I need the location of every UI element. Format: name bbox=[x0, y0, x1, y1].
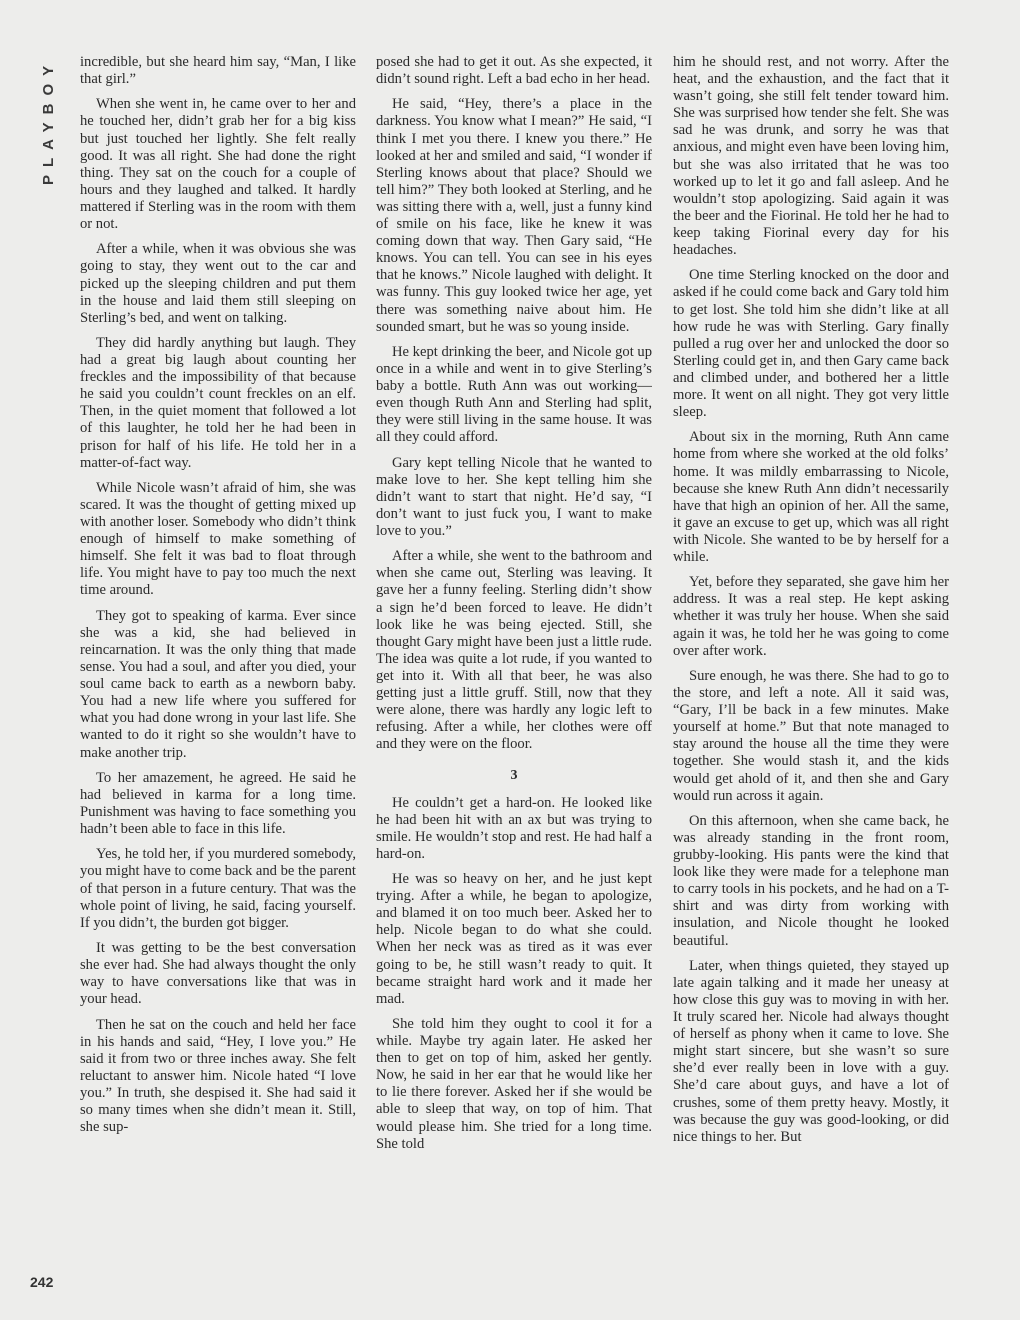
paragraph: One time Sterling knocked on the door and asked if he could come back and Gary told him to get lost. She told him she didn’t like at all how rude he was with Sterling. Gary finally pulled a rug over her and unlocked the door so Sterling could get in, and then Gary came back and climbed under, and bothered her a little more. It went on all night. They got very little sleep. bbox=[673, 267, 949, 421]
paragraph: posed she had to get it out. As she expected, it didn’t sound right. Left a bad echo in her head. bbox=[376, 54, 652, 88]
paragraph: him he should rest, and not worry. After the heat, and the exhaustion, and the fact that it wasn’t going, she still felt tender toward him. She was surprised how tender she felt. She was sad he was drunk, and sorry he was that anxious, and might even have been loving him, but she was also irritated that he was too worked up to let it go and fall asleep. And he wouldn’t stop apologizing. Said again it was the beer and the Fiorinal. He told her he had to keep taking Fiorinal every day for his headaches. bbox=[673, 54, 949, 259]
paragraph: While Nicole wasn’t afraid of him, she was scared. It was the thought of getting mixed up with another loser. Somebody who didn’t think enough of himself to make something of himself. She felt it was bad to float through life. You might have to pay too much the next time around. bbox=[80, 479, 356, 599]
paragraph: He said, “Hey, there’s a place in the darkness. You know what I mean?” He said, “I think I met you there. I knew you there.” He looked at her and smiled and said, “I wonder if Sterling knows about that place? Should we tell him?” They both looked at Sterling, and he was sitting there with a, well, just a funny kind of smile on his face, like he knew it was coming down that way. Then Gary said, “He knows. You can tell. You can see in his eyes that he knows.” Nicole laughed with delight. It was funny. This guy looked twice her age, yet there was something naive about him. He sounded smart, but he was so young inside. bbox=[376, 96, 652, 335]
paragraph: Gary kept telling Nicole that he wanted to make love to her. She kept telling him she didn’t want to start that night. He’d say, “I don’t want to just fuck you, I want to make love to you.” bbox=[376, 454, 652, 539]
column-3 bbox=[673, 54, 949, 1294]
column-2 bbox=[376, 54, 652, 1294]
paragraph: After a while, when it was obvious she was going to stay, they went out to the car and picked up the sleeping children and put them in the house and laid them still sleeping on Sterling’s bed, and went on talking. bbox=[80, 241, 356, 326]
paragraph: He kept drinking the beer, and Nicole got up once in a while and went in to give Sterling’s baby a bottle. Ruth Ann was out working—even though Ruth Ann and Sterling had split, they were still living in the same house. It was all they could afford. bbox=[376, 343, 652, 446]
paragraph: Yet, before they separated, she gave him her address. It was a real step. He kept asking whether it was truly her house. When she said again it was, he told her he was going to come over after work. bbox=[673, 574, 949, 659]
paragraph: She told him they ought to cool it for a while. Maybe try again later. He asked her then to get on top of him, asked her gently. Now, he said in her ear that he would like her to lie there forever. Asked her if she would be able to sleep that way, on top of him. That would please him. She tried for a long time. She told bbox=[376, 1016, 652, 1152]
paragraph: Then he sat on the couch and held her face in his hands and said, “Hey, I love you.” He said it from two or three inches away. She felt reluctant to answer him. Nicole hated “I love you.” In truth, she despised it. She had said it so many times when she didn’t mean it. Still, she sup- bbox=[80, 1016, 356, 1136]
paragraph: He was so heavy on her, and he just kept trying. After a while, he began to apologize, and blamed it on too much beer. Asked her to help. Nicole began to do what she could. When her neck was as tired as it was ever going to be, he still wasn’t ready to quit. It became straight hard work and it made her mad. bbox=[376, 871, 652, 1007]
page-number: 242 bbox=[30, 1274, 54, 1290]
paragraph: incredible, but she heard him say, “Man, I like that girl.” bbox=[80, 54, 356, 88]
paragraph: They did hardly anything but laugh. They had a great big laugh about counting her freckles and the impossibility of that because he said you couldn’t count freckles on an elf. Then, in the quiet moment that followed a lot of this laughter, he told her he had been in prison for half of his life. He told her in a matter-of-fact way. bbox=[80, 334, 356, 471]
paragraph: About six in the morning, Ruth Ann came home from where she worked at the old folks’ home. It was mildly embarrassing to Nicole, because she knew Ruth Ann didn’t necessarily have that high an opinion of her. All the same, it gave an excuse to get up, which was all right with Nicole. She wanted to be by herself for a while. bbox=[673, 429, 949, 565]
column-1 bbox=[80, 54, 356, 1294]
paragraph: They got to speaking of karma. Ever since she was a kid, she had believed in reincarnation. It was the only thing that made sense. You had a soul, and after you died, your soul came back to earth as a newborn baby. You had a new life where you suffered for what you had done wrong in your last life. She wanted to do it right so she wouldn’t have to make another trip. bbox=[80, 607, 356, 761]
paragraph: Yes, he told her, if you murdered somebody, you might have to come back and be the parent of that person in a future century. That was the whole point of living, he said, facing yourself. If you didn’t, the burden got bigger. bbox=[80, 846, 356, 931]
paragraph: It was getting to be the best conversation she ever had. She had always thought the only way to have conversations like that was in your head. bbox=[80, 940, 356, 1008]
paragraph: Sure enough, he was there. She had to go to the store, and left a note. All it said was, “Gary, I’ll be back in a few minutes. Make yourself at home.” But that note managed to stay around the house all the time they were together. She would stash it, and the kids would get ahold of it, and then she and Gary would run across it again. bbox=[673, 667, 949, 804]
paragraph: When she went in, he came over to her and he touched her, didn’t grab her for a big kiss but just touched her lightly. She felt really good. It was all right. She had done the right thing. They sat on the couch for a couple of hours and they laughed and talked. It hardly mattered if Sterling was in the room with them or not. bbox=[80, 96, 356, 233]
paragraph: Later, when things quieted, they stayed up late again talking and it made her uneasy at how close this guy was to moving in with her. It truly scared her. Nicole had always thought of herself as phony when it came to love. She might start sincere, but she wasn’t so sure she’d ever really been in love with a guy. She’d care about guys, and have a lot of crushes, some of them pretty heavy. Mostly, it was because the guy was good-looking, or did nice things to her. But bbox=[673, 957, 949, 1145]
paragraph: To her amazement, he agreed. He said he had believed in karma for a long time. Punishment was having to face something you hadn’t been able to face in this life. bbox=[80, 769, 356, 838]
section-number: 3 bbox=[510, 768, 518, 784]
magazine-name: PLAYBOY bbox=[40, 58, 57, 186]
paragraph: After a while, she went to the bathroom and when she came out, Sterling was leaving. It gave her a funny feeling. Sterling didn’t show a sign he’d been forced to leave. He didn’t look like he was being ejected. Still, she thought Gary might have been just a little rude. The idea was quite a lot rude, if you wanted to get into it. With all that beer, he was also getting just a little gruff. Still, now that they were alone, there was hardly any logic left to refusing. After a while, her clothes were off and they were on the floor. bbox=[376, 548, 652, 753]
paragraph: He couldn’t get a hard-on. He looked like he had been hit with an ax but was trying to smile. He wouldn’t stop and rest. He had half a hard-on. bbox=[376, 794, 652, 862]
paragraph: On this afternoon, when she came back, he was already standing in the front room, grubby-looking. His pants were the kind that look like they were made for a telephone man to carry tools in his pockets, and he had on a T-shirt and was dirty from working with insulation, and Nicole thought he looked beautiful. bbox=[673, 812, 949, 949]
